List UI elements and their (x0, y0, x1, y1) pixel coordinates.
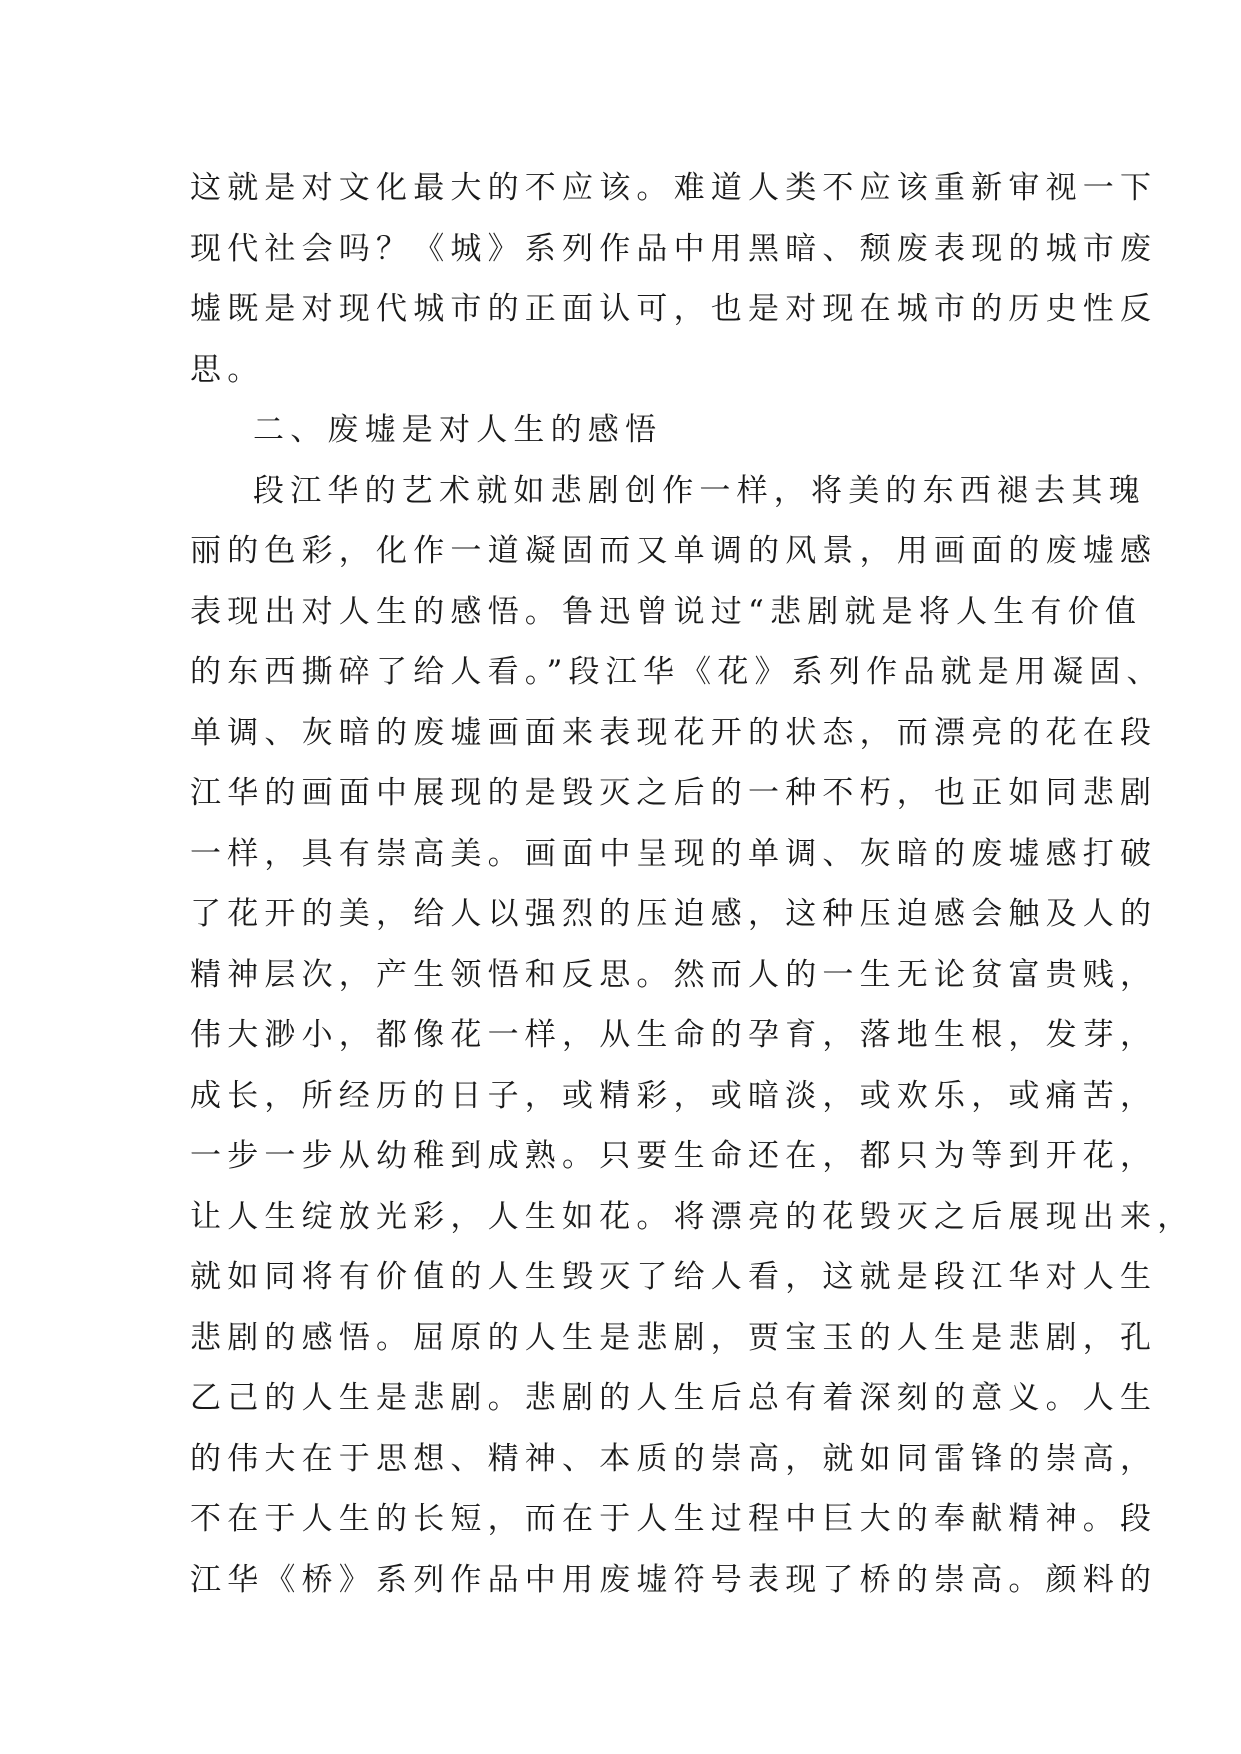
text-line: 段江华的艺术就如悲剧创作一样，将美的东西褪去其瑰 (253, 472, 1146, 509)
text-line: 表现出对人生的感悟。鲁迅曾说过“悲剧就是将人生有价值 (190, 593, 1143, 630)
text-line: 丽的色彩，化作一道凝固而又单调的风景，用画面的废墟感 (190, 533, 1158, 569)
text-line: 墟既是对现代城市的正面认可，也是对现在城市的历史性反 (190, 291, 1158, 327)
text-line: 乙己的人生是悲剧。悲剧的人生后总有着深刻的意义。人生 (190, 1380, 1158, 1416)
text-line: 的东西撕碎了给人看。”段江华《花》系列作品就是用凝固、 (190, 654, 1164, 690)
text-line: 一样，具有崇高美。画面中呈现的单调、灰暗的废墟感打破 (190, 835, 1158, 872)
text-line: 悲剧的感悟。屈原的人生是悲剧，贾宝玉的人生是悲剧，孔 (190, 1319, 1158, 1356)
text-line: 成长，所经历的日子，或精彩，或暗淡，或欢乐，或痛苦， (190, 1077, 1158, 1114)
text-line: 伟大渺小，都像花一样，从生命的孕育，落地生根，发芽， (190, 1017, 1158, 1053)
text-line: 一步一步从幼稚到成熟。只要生命还在，都只为等到开花， (190, 1138, 1158, 1174)
text-line: 不在于人生的长短，而在于人生过程中巨大的奉献精神。段 (190, 1501, 1158, 1537)
text-line: 江华《桥》系列作品中用废墟符号表现了桥的崇高。颜料的 (190, 1561, 1158, 1598)
text-line: 的伟大在于思想、精神、本质的崇高，就如同雷锋的崇高， (190, 1440, 1158, 1477)
section-heading: 二、废墟是对人生的感悟 (253, 412, 663, 448)
text-line: 单调、灰暗的废墟画面来表现花开的状态，而漂亮的花在段 (190, 714, 1158, 751)
text-line: 让人生绽放光彩，人生如花。将漂亮的花毁灭之后展现出来， (190, 1198, 1195, 1235)
text-line: 精神层次，产生领悟和反思。然而人的一生无论贫富贵贱， (190, 956, 1158, 993)
text-line: 思。 (190, 351, 265, 388)
text-line: 就如同将有价值的人生毁灭了给人看，这就是段江华对人生 (190, 1259, 1158, 1295)
text-line: 江华的画面中展现的是毁灭之后的一种不朽，也正如同悲剧 (190, 775, 1158, 811)
text-line: 这就是对文化最大的不应该。难道人类不应该重新审视一下 (190, 170, 1158, 206)
text-line: 了花开的美，给人以强烈的压迫感，这种压迫感会触及人的 (190, 896, 1158, 932)
body-text (190, 158, 1195, 1610)
text-line: 现代社会吗？《城》系列作品中用黑暗、颓废表现的城市废 (190, 230, 1158, 267)
